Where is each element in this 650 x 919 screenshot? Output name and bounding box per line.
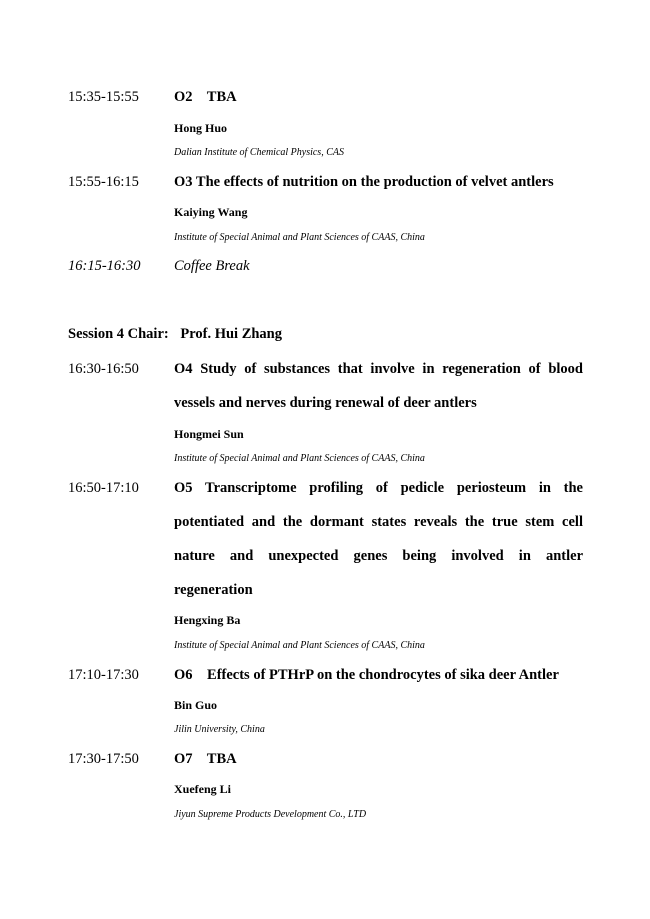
time-slot: 17:30-17:50 <box>68 751 139 767</box>
time-slot: 15:35-15:55 <box>68 89 139 105</box>
speaker-affiliation: Jiyun Supreme Products Development Co., LTD <box>174 809 367 820</box>
speaker-affiliation: Institute of Special Animal and Plant Sciences of CAAS, China <box>174 640 425 651</box>
talk-title: O5 Transcriptome profiling of pedicle periosteum in the potentiated and the dormant states reveals the true stem cell nature and unexpected genes being involved in antler regeneration <box>174 480 583 598</box>
speaker-name: Hongmei Sun <box>174 427 244 441</box>
talk-title: O4 Study of substances that involve in regeneration of blood vessels and nerves during renewal of deer antlers <box>174 361 583 411</box>
time-slot: 17:10-17:30 <box>68 667 139 683</box>
time-slot: 15:55-16:15 <box>68 174 139 190</box>
time-slot: 16:15-16:30 <box>68 258 141 274</box>
speaker-name: Bin Guo <box>174 698 218 712</box>
session-chair: Prof. Hui Zhang <box>180 326 282 342</box>
time-slot: 16:30-16:50 <box>68 361 139 377</box>
speaker-name: Xuefeng Li <box>174 782 231 796</box>
session-header <box>68 326 282 343</box>
session-label: Session 4 Chair: <box>68 326 169 342</box>
time-slot: 16:50-17:10 <box>68 480 139 496</box>
talk-title: O6 Effects of PTHrP on the chondrocytes of sika deer Antler <box>174 667 559 683</box>
speaker-affiliation: Institute of Special Animal and Plant Sciences of CAAS, China <box>174 453 425 464</box>
coffee-break-label: Coffee Break <box>174 258 250 274</box>
speaker-name: Hengxing Ba <box>174 613 241 627</box>
speaker-affiliation: Jilin University, China <box>174 724 265 735</box>
speaker-affiliation: Dalian Institute of Chemical Physics, CAS <box>174 147 344 158</box>
speaker-affiliation: Institute of Special Animal and Plant Sciences of CAAS, China <box>174 232 425 243</box>
speaker-name: Kaiying Wang <box>174 205 248 219</box>
speaker-name: Hong Huo <box>174 121 228 135</box>
talk-title: O3 The effects of nutrition on the production of velvet antlers <box>174 174 554 190</box>
talk-title: O7 TBA <box>174 751 237 767</box>
talk-title: O2 TBA <box>174 89 237 105</box>
